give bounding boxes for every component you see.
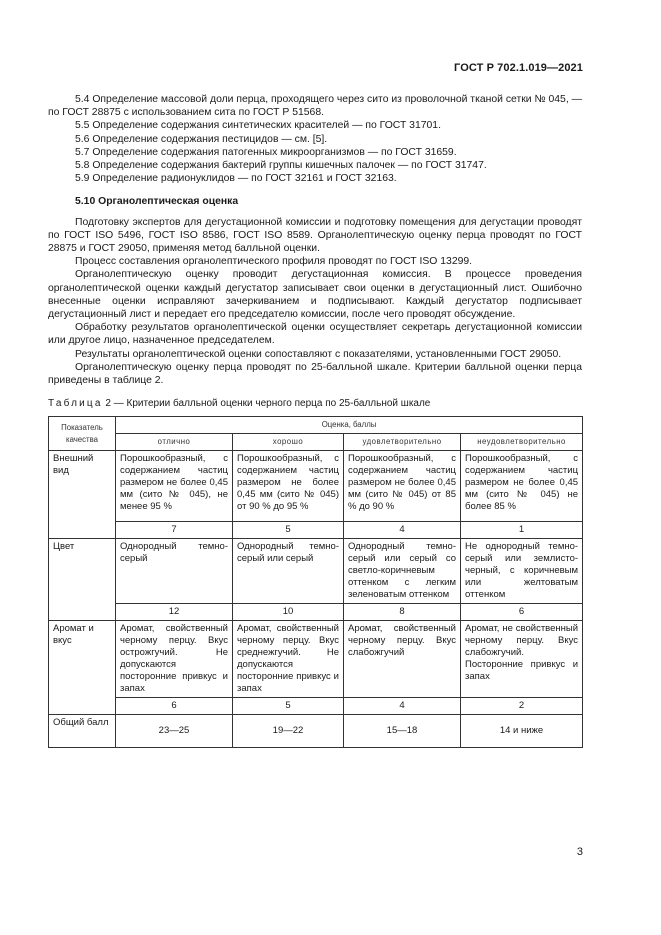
- section-paragraph: Органолептическую оценку перца проводят по 25-балльной шкале. Критерии балльной оценки перца приведены в таблице 2.: [48, 361, 582, 387]
- header-scores: Оценка, баллы: [116, 417, 583, 434]
- row-indicator: Внешний вид: [49, 451, 116, 539]
- section-paragraph: Результаты органолептической оценки сопоставляют с показателями, установленными ГОСТ 29050.: [75, 348, 562, 360]
- section-paragraph: Обработку результатов органолептической оценки осуществляет секретарь дегустационной комиссии или другое лицо, назначенное председателем.: [48, 322, 582, 347]
- total-value: 15—18: [344, 715, 461, 748]
- section-paragraph: Органолептическую оценку проводит дегустационная комиссия. В процессе проведения органолептической оценки каждый дегустатор записывает свои оценки в дегустационный лист. Ошибочно внесенные оценки исправляют зачеркиванием и подписывают. Каждый дегустатор подписывает дегустационный лист и передает его председателю комиссии, после чего проводят обсуждение.: [48, 269, 582, 321]
- page-number: 3: [576, 846, 583, 858]
- total-indicator: Общий балл: [49, 715, 116, 748]
- header-indicator: Показатель качества: [49, 417, 116, 451]
- row-score: 4: [344, 698, 461, 715]
- row-score: 6: [116, 698, 233, 715]
- criteria-table: [48, 416, 583, 748]
- row-score: 5: [233, 698, 344, 715]
- total-value: 14 и ниже: [461, 715, 583, 748]
- table-row: [49, 621, 583, 698]
- row-description: Порошкообразный, с содержанием частиц размером не более 0,45 мм (сито № 045), не менее 95 %: [116, 451, 233, 522]
- row-description: Аромат, свойственный черному перцу. Вкус слабожгучий: [344, 621, 461, 698]
- row-description: Однородный темно-серый или серый со светло-коричневым оттенком с легким зеленоватым оттенком: [344, 539, 461, 604]
- table-score-row: [49, 522, 583, 539]
- row-description: Однородный темно-серый: [116, 539, 233, 604]
- table-score-row: [49, 698, 583, 715]
- table-score-row: [49, 604, 583, 621]
- total-value: 19—22: [233, 715, 344, 748]
- paragraph-5-9: 5.9 Определение радионуклидов — по ГОСТ 32161 и ГОСТ 32163.: [75, 173, 397, 185]
- section-paragraph: Подготовку экспертов для дегустационной комиссии и подготовку помещения для дегустации проводят по ГОСТ ISO 5496, ГОСТ ISO 8586, ГОСТ ISO 8589. Органолептическую оценку перца проводят по ГОСТ 28875 и ГОСТ 29050, применяя метод балльной оценки.: [48, 216, 582, 255]
- paragraph-5-6: 5.6 Определение содержания пестицидов — см. [5].: [75, 133, 328, 145]
- paragraph-5-5: 5.5 Определение содержания синтетических красителей — по ГОСТ 31701.: [75, 120, 441, 132]
- paragraph-5-8: 5.8 Определение содержания бактерий группы кишечных палочек — по ГОСТ 31747.: [75, 160, 487, 172]
- row-description: Порошкообразный, с содержанием частиц размером не более 0,45 мм (сито № 045) от 85 % до 90 %: [344, 451, 461, 522]
- row-description: Порошкообразный, с содержанием частиц размером не более 0,45 мм (сито № 045) не более 85 %: [461, 451, 583, 522]
- page-content: [48, 93, 582, 748]
- row-description: Аромат, свойственный черному перцу. Вкус острожгучий. Не допускаются посторонние привкус и запах: [116, 621, 233, 698]
- section-paragraph: Процесс составления органолептического профиля проводят по ГОСТ ISO 13299.: [75, 256, 473, 268]
- row-score: 1: [461, 522, 583, 539]
- table-grade-row: [49, 434, 583, 451]
- row-description: Не однородный темно-серый или землисто-черный, с коричневым или желтоватым оттенком: [461, 539, 583, 604]
- row-score: 2: [461, 698, 583, 715]
- grade-unsatisfactory: неудовлетворительно: [461, 434, 583, 451]
- table-row: [49, 451, 583, 522]
- row-description: Порошкообразный, с содержанием частиц размером не более 0,45 мм (сито № 045) от 90 % до 95 %: [233, 451, 344, 522]
- table-header-row: [49, 417, 583, 434]
- section-heading: 5.10 Органолептическая оценка: [75, 196, 239, 208]
- table-caption-text: 2 — Критерии балльной оценки черного перца по 25-балльной шкале: [102, 398, 431, 410]
- paragraph-5-7: 5.7 Определение содержания патогенных микроорганизмов — по ГОСТ 31659.: [75, 146, 457, 158]
- row-score: 5: [233, 522, 344, 539]
- grade-excellent: отлично: [116, 434, 233, 451]
- row-description: Аромат, не свойственный черному перцу. Вкус слабожгучий. Посторонние привкус и запах: [461, 621, 583, 698]
- row-score: 12: [116, 604, 233, 621]
- table-total-row: [49, 715, 583, 748]
- row-score: 4: [344, 522, 461, 539]
- table-caption-prefix: Таблица: [48, 398, 103, 410]
- row-score: 6: [461, 604, 583, 621]
- row-score: 7: [116, 522, 233, 539]
- grade-satisfactory: удовлетворительно: [344, 434, 461, 451]
- grade-good: хорошо: [233, 434, 344, 451]
- row-description: Аромат, свойственный черному перцу. Вкус среднежгучий. Не допускаются посторонние привкус и запах: [233, 621, 344, 698]
- row-indicator: Аромат и вкус: [49, 621, 116, 715]
- row-score: 8: [344, 604, 461, 621]
- table-caption: [48, 397, 582, 410]
- row-indicator: Цвет: [49, 539, 116, 621]
- total-value: 23—25: [116, 715, 233, 748]
- document-code: ГОСТ Р 702.1.019—2021: [454, 62, 583, 74]
- row-description: Однородный темно-серый или серый: [233, 539, 344, 604]
- row-score: 10: [233, 604, 344, 621]
- table-row: [49, 539, 583, 604]
- paragraph-5-4: 5.4 Определение массовой доли перца, проходящего через сито из проволочной тканой сетки № 045, — по ГОСТ 28875 с использованием сита по ГОСТ Р 51568.: [48, 94, 582, 119]
